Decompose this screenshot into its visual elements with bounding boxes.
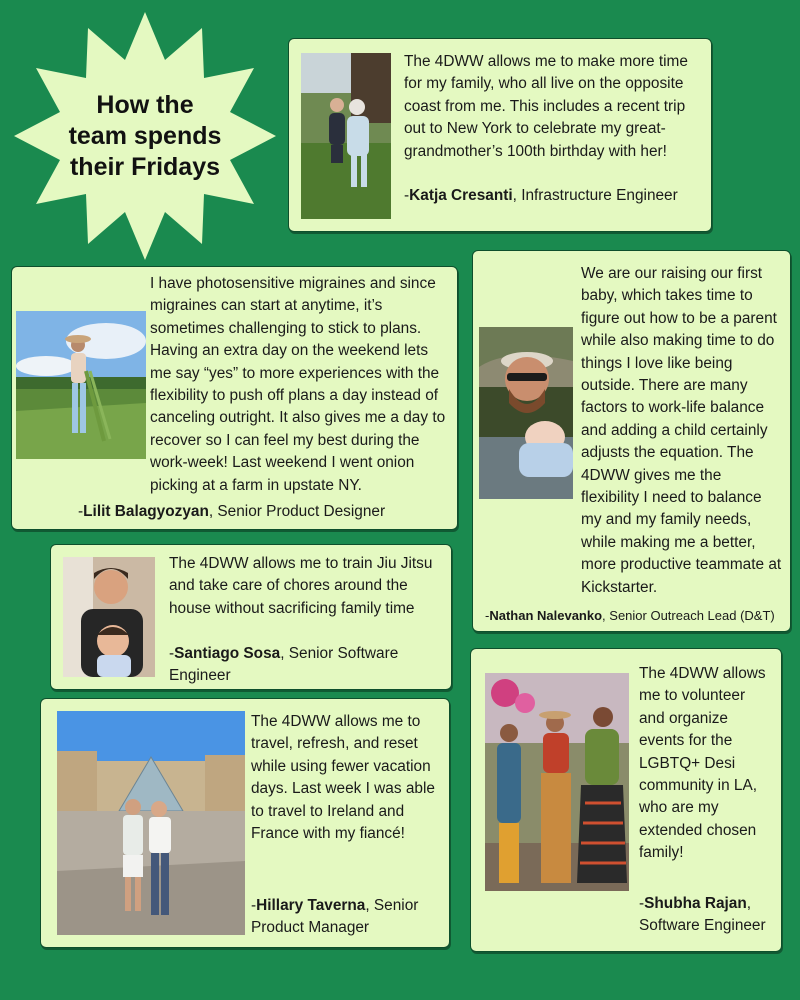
nathan-signature [485, 607, 785, 625]
katja-role: , Infrastructure Engineer [512, 187, 678, 204]
nathan-role: , Senior Outreach Lead (D&T) [602, 608, 775, 623]
santiago-quote: The 4DWW allows me to train Jiu Jitsu and take care of chores around the house without sacrificing family time [169, 555, 433, 617]
santiago-name: Santiago Sosa [174, 645, 281, 662]
katja-signature [404, 185, 704, 207]
katja-name: Katja Cresanti [409, 187, 513, 204]
katja-photo [301, 53, 391, 219]
nathan-prefix: - [485, 608, 490, 623]
title-starburst [14, 12, 276, 260]
lilit-photo [16, 311, 146, 459]
santiago-photo [63, 557, 155, 677]
lilit-prefix: - [78, 503, 84, 520]
testimonial-card-katja [288, 38, 712, 232]
testimonial-card-nathan [472, 250, 791, 632]
hillary-photo [57, 711, 245, 935]
testimonial-card-santiago [50, 544, 452, 690]
page-title [14, 90, 276, 183]
shubha-role: , Software Engineer [639, 895, 766, 935]
nathan-quote: We are our raising our first baby, which takes time to figure out how to be a parent while also making time to do things I love like being outside. There are many factors to work-life balance and adding a child certainly adjusts the equation. The 4DWW gives me the flexibility I need to balance my and my family needs, while making me a better, more productive teammate at Kickstarter. [581, 265, 782, 596]
title-line-3: their Fridays [69, 153, 221, 181]
shubha-signature [639, 893, 779, 938]
title-line-1: How the [96, 91, 194, 119]
shubha-prefix: - [639, 895, 645, 912]
katja-quote: The 4DWW allows me to make more time for my family, who all live on the opposite coast from me. This includes a recent trip out to New York to celebrate my great-grandmother’s 100th birthday with her! [404, 53, 688, 160]
hillary-role: , Senior Product Manager [251, 897, 419, 937]
lilit-quote: I have photosensitive migraines and since migraines can start at anytime, it’s sometimes challenging to stick to plans. Having an extra day on the weekend lets me say “yes” to more experiences with the flexibility to push off plans a day instead of canceling outright. It also gives me a day to recover so I can feel my best during the work-week! Last weekend I went onion picking at a farm in upstate NY. [150, 275, 446, 494]
nathan-name: Nathan Nalevanko [489, 608, 603, 623]
testimonial-card-shubha [470, 648, 782, 952]
hillary-prefix: - [251, 897, 257, 914]
testimonial-card-lilit [11, 266, 458, 530]
title-line-2: team spends [68, 122, 222, 150]
shubha-quote: The 4DWW allows me to volunteer and organize events for the LGBTQ+ Desi community in LA, who are my extended chosen family! [639, 665, 766, 862]
lilit-role: , Senior Product Designer [208, 503, 386, 520]
testimonial-card-hillary [40, 698, 450, 948]
shubha-photo [485, 673, 629, 891]
hillary-name: Hillary Taverna [256, 897, 366, 914]
lilit-signature [78, 501, 448, 523]
shubha-name: Shubha Rajan [644, 895, 747, 912]
nathan-photo [479, 327, 573, 499]
santiago-role: , Senior Software Engineer [169, 645, 399, 685]
katja-prefix: - [404, 187, 410, 204]
hillary-signature [251, 895, 441, 940]
santiago-prefix: - [169, 645, 175, 662]
santiago-signature [169, 643, 439, 688]
lilit-name: Lilit Balagyozyan [83, 503, 209, 520]
hillary-quote: The 4DWW allows me to travel, refresh, and reset while using fewer vacation days. Last week I was able to travel to Ireland and France with my fiancé! [251, 713, 435, 843]
